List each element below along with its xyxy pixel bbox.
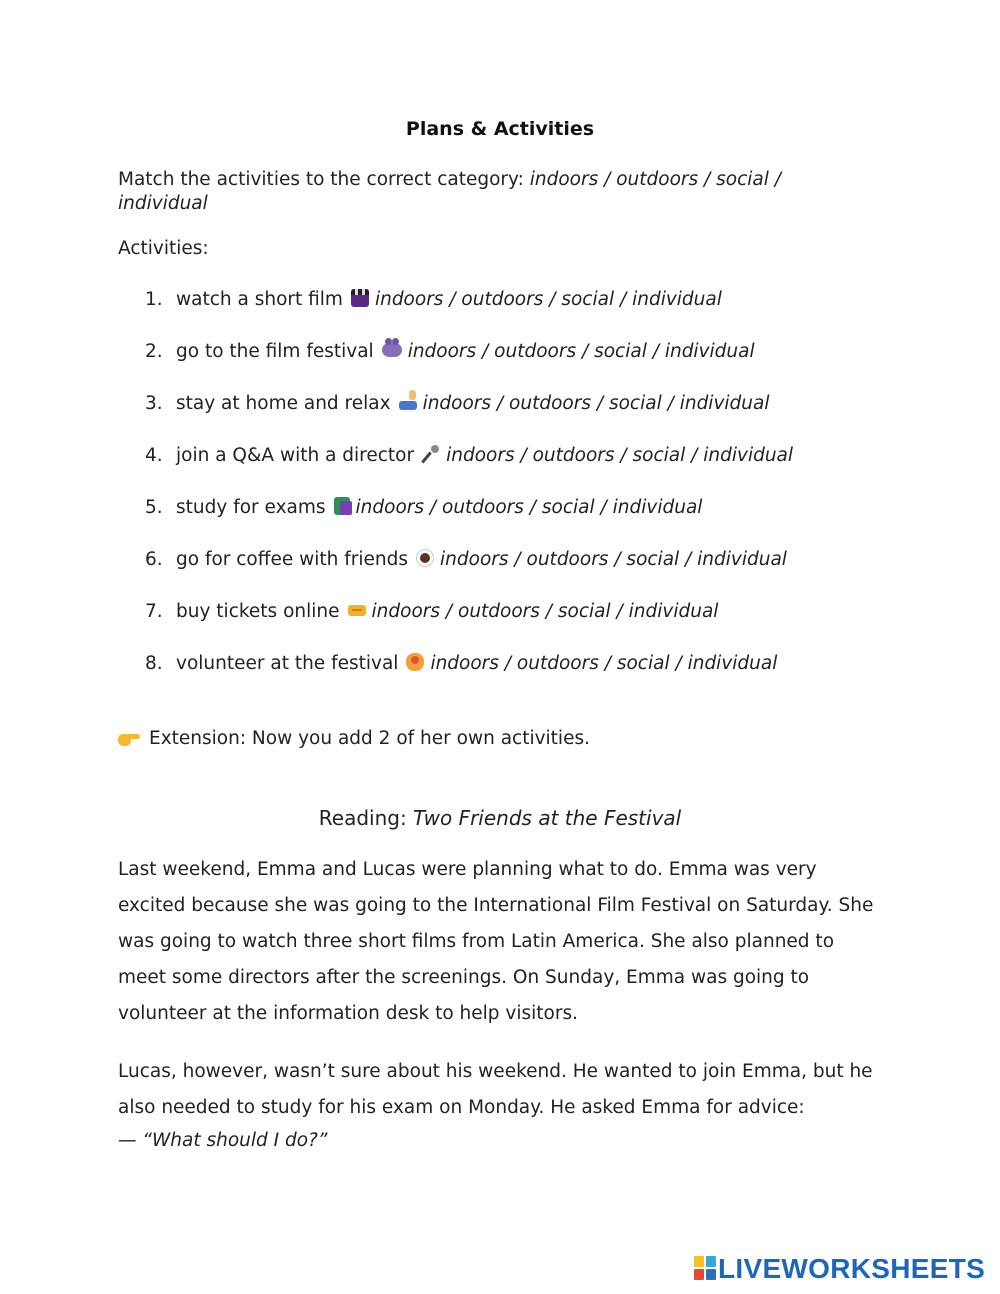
activity-number: 8.: [145, 653, 163, 674]
books-icon: [334, 497, 350, 515]
raising-hand-icon: [406, 653, 424, 671]
extension-task: [118, 728, 590, 749]
category-options[interactable]: indoors / outdoors / social / individual: [371, 601, 719, 622]
activities-label: Activities:: [118, 238, 209, 259]
reading-title: [0, 806, 1000, 830]
activity-item: [0, 598, 1000, 650]
activity-text: go to the film festival: [176, 341, 374, 362]
activity-item: [0, 390, 1000, 442]
liveworksheets-logo[interactable]: [694, 1253, 985, 1285]
category-options[interactable]: indoors / outdoors / social / individual: [422, 393, 770, 414]
category-options[interactable]: indoors / outdoors / social / individual: [355, 497, 703, 518]
quote-dash: —: [118, 1130, 143, 1151]
movie-camera-icon: [382, 343, 402, 357]
activity-text: stay at home and relax: [176, 393, 391, 414]
activity-number: 3.: [145, 393, 163, 414]
category-options[interactable]: indoors / outdoors / social / individual: [430, 653, 778, 674]
page-title: Plans & Activities: [405, 118, 595, 140]
activity-text: watch a short film: [176, 289, 343, 310]
couch-and-lamp-icon: [399, 401, 417, 410]
reading-quote: [118, 1130, 327, 1151]
instructions: [118, 168, 858, 216]
category-options[interactable]: indoors / outdoors / social / individual: [440, 549, 787, 570]
pointing-hand-icon: [118, 730, 140, 746]
activity-item: [0, 338, 1000, 390]
activity-item: [0, 442, 1000, 494]
coffee-cup-icon: [416, 549, 434, 567]
activities-list: [0, 286, 1000, 702]
activity-item: [0, 650, 1000, 702]
reading-paragraph-1: Last weekend, Emma and Lucas were planning what to do. Emma was very excited because she was going to the International Film Festival on Saturday. She was going to watch three short films from Latin America. She also planned to meet some directors after the screenings. On Sunday, Emma was going to volunteer at the information desk to help visitors.: [118, 859, 874, 1024]
logo-wordmark: LIVEWORKSHEETS: [718, 1253, 986, 1284]
activity-item: [0, 546, 1000, 598]
activity-number: 6.: [145, 549, 163, 570]
microphone-icon: [422, 445, 440, 463]
activity-item: [0, 494, 1000, 546]
category-options[interactable]: indoors / outdoors / social / individual: [446, 445, 794, 466]
activity-number: 7.: [145, 601, 163, 622]
instructions-categories: indoors / outdoors / social / individual: [118, 169, 781, 214]
activity-number: 4.: [145, 445, 163, 466]
activity-number: 2.: [145, 341, 163, 362]
activity-text: go for coffee with friends: [176, 549, 409, 570]
instructions-text: Match the activities to the correct category:: [118, 169, 530, 190]
reading-label: Reading:: [318, 806, 414, 830]
extension-text: Extension: Now you add 2 of her own activities.: [149, 728, 590, 749]
clapper-board-icon: [351, 289, 369, 307]
category-options[interactable]: indoors / outdoors / social / individual: [407, 341, 755, 362]
activity-number: 1.: [145, 289, 163, 310]
ticket-icon: [348, 605, 366, 616]
activity-text: join a Q&A with a director: [176, 445, 415, 466]
category-options[interactable]: indoors / outdoors / social / individual: [374, 289, 722, 310]
activity-text: study for exams: [176, 497, 326, 518]
activity-number: 5.: [145, 497, 163, 518]
reading-story-title: Two Friends at the Festival: [413, 806, 682, 830]
activity-item: [0, 286, 1000, 338]
activity-text: buy tickets online: [176, 601, 340, 622]
activity-text: volunteer at the festival: [176, 653, 399, 674]
logo-blocks-icon: [694, 1256, 716, 1280]
quote-text: “What should I do?”: [142, 1130, 328, 1151]
reading-paragraph-2: Lucas, however, wasn’t sure about his weekend. He wanted to join Emma, but he also needed to study for his exam on Monday. He asked Emma for advice:: [118, 1061, 873, 1118]
